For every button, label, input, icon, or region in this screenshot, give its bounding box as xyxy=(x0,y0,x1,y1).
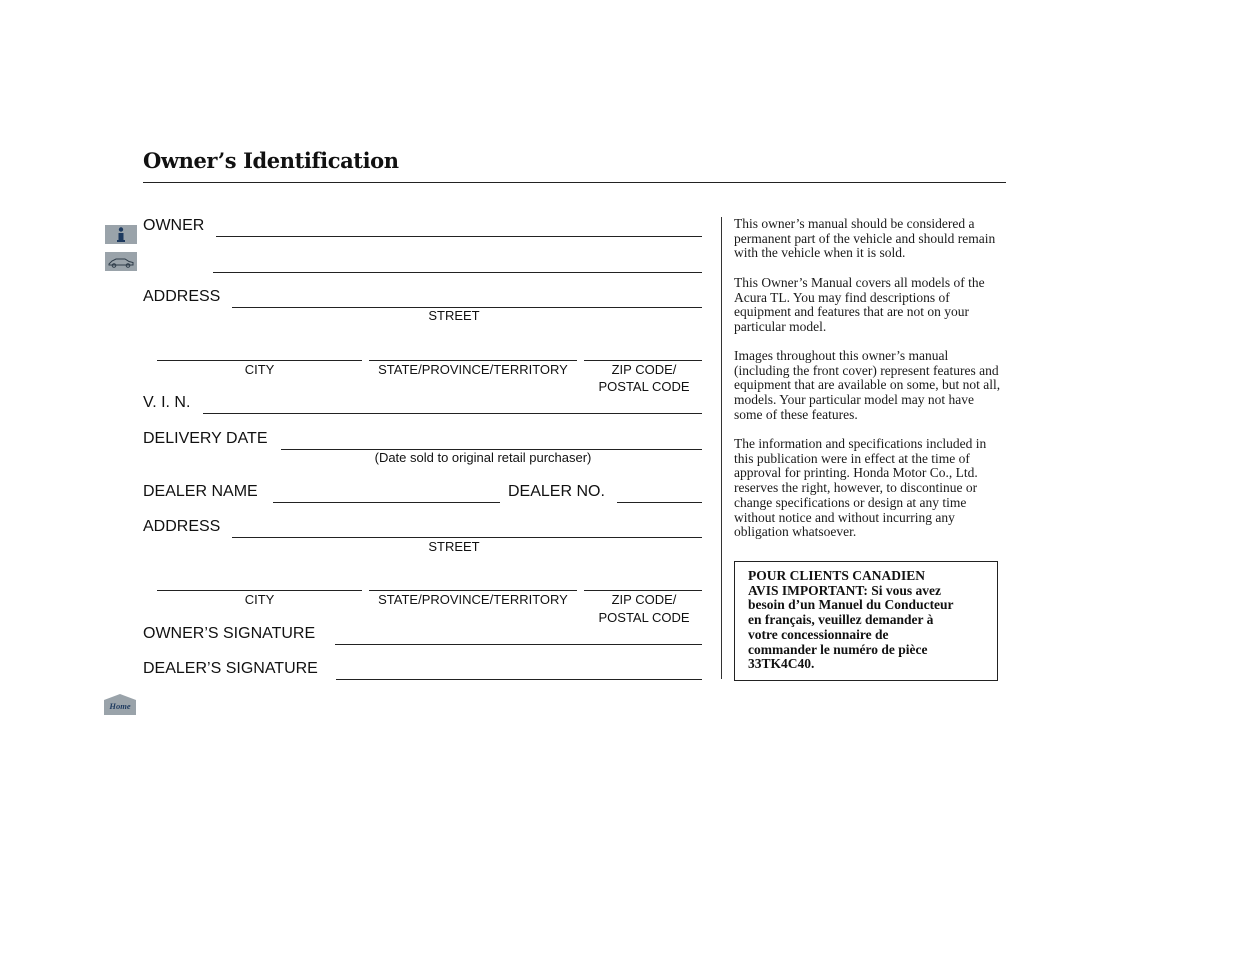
dealer-no-label: DEALER NO. xyxy=(508,483,605,500)
dealer-name-line xyxy=(273,502,500,503)
owner-zip-caption-1: ZIP CODE/ xyxy=(611,362,677,377)
title-divider xyxy=(143,182,1006,183)
vin-line xyxy=(203,413,702,414)
delivery-date-caption: (Date sold to original retail purchaser) xyxy=(374,450,592,465)
dealer-name-label: DEALER NAME xyxy=(143,483,258,500)
dealer-signature-label: DEALER’S SIGNATURE xyxy=(143,660,318,677)
notice-line: besoin d’un Manuel du Conducteur xyxy=(748,597,954,613)
car-icon[interactable] xyxy=(105,252,137,271)
notice-line: AVIS IMPORTANT: Si vous avez xyxy=(748,582,942,598)
notice-line: 33TK4C40. xyxy=(748,656,815,672)
owner-address-label: ADDRESS xyxy=(143,288,221,305)
home-icon[interactable] xyxy=(104,694,136,715)
note-paragraph-4: The information and specifications included in this publication were in effect at the time of approval for printing. Honda Motor Co., Ltd. reserves the right, however, to discontinue or change specifications or design at any time without notice and without incurring any obligation whatsoever. xyxy=(734,436,987,540)
dealer-no-line xyxy=(617,502,702,503)
delivery-date-label: DELIVERY DATE xyxy=(143,430,268,447)
dealer-street-caption: STREET xyxy=(428,539,480,554)
dealer-signature-line xyxy=(336,679,702,680)
home-label: Home xyxy=(109,701,131,711)
owner-city-caption: CITY xyxy=(244,362,275,377)
notice-line: en français, veuillez demander à xyxy=(748,612,934,628)
page-title: Owner’s Identification xyxy=(143,148,399,173)
dealer-zip-caption-1: ZIP CODE/ xyxy=(611,592,677,607)
owner-signature-line xyxy=(335,644,702,645)
dealer-address-label: ADDRESS xyxy=(143,518,221,535)
dealer-state-caption: STATE/PROVINCE/TERRITORY xyxy=(378,592,568,607)
note-paragraph-2: This Owner’s Manual covers all models of the Acura TL. You may find descriptions of equipment and features that are not on your particular model. xyxy=(734,275,985,335)
info-icon[interactable] xyxy=(105,225,137,244)
dealer-city-caption: CITY xyxy=(244,592,275,607)
notice-line: commander le numéro de pièce xyxy=(748,641,928,657)
notice-line: votre concessionnaire de xyxy=(748,626,889,642)
owner-street-caption: STREET xyxy=(428,308,480,323)
note-paragraph-1: This owner’s manual should be considered a permanent part of the vehicle and should remain with the vehicle when it is sold. xyxy=(734,216,996,261)
column-divider xyxy=(721,217,722,679)
vin-label: V. I. N. xyxy=(143,394,191,411)
dealer-zip-caption-2: POSTAL CODE xyxy=(598,610,690,625)
notice-line: POUR CLIENTS CANADIEN xyxy=(748,568,926,583)
owner-line-1 xyxy=(216,236,702,237)
note-paragraph-3: Images throughout this owner’s manual (including the front cover) represent features and equipment that are available on some, but not all, models. Your particular model may not have some of these features. xyxy=(734,348,1001,422)
owner-line-2 xyxy=(213,272,702,273)
canadian-notice-box xyxy=(734,561,998,681)
owner-signature-label: OWNER’S SIGNATURE xyxy=(143,625,316,642)
owner-zip-caption-2: POSTAL CODE xyxy=(598,379,690,394)
owner-label: OWNER xyxy=(143,217,205,234)
owner-state-caption: STATE/PROVINCE/TERRITORY xyxy=(378,362,568,377)
